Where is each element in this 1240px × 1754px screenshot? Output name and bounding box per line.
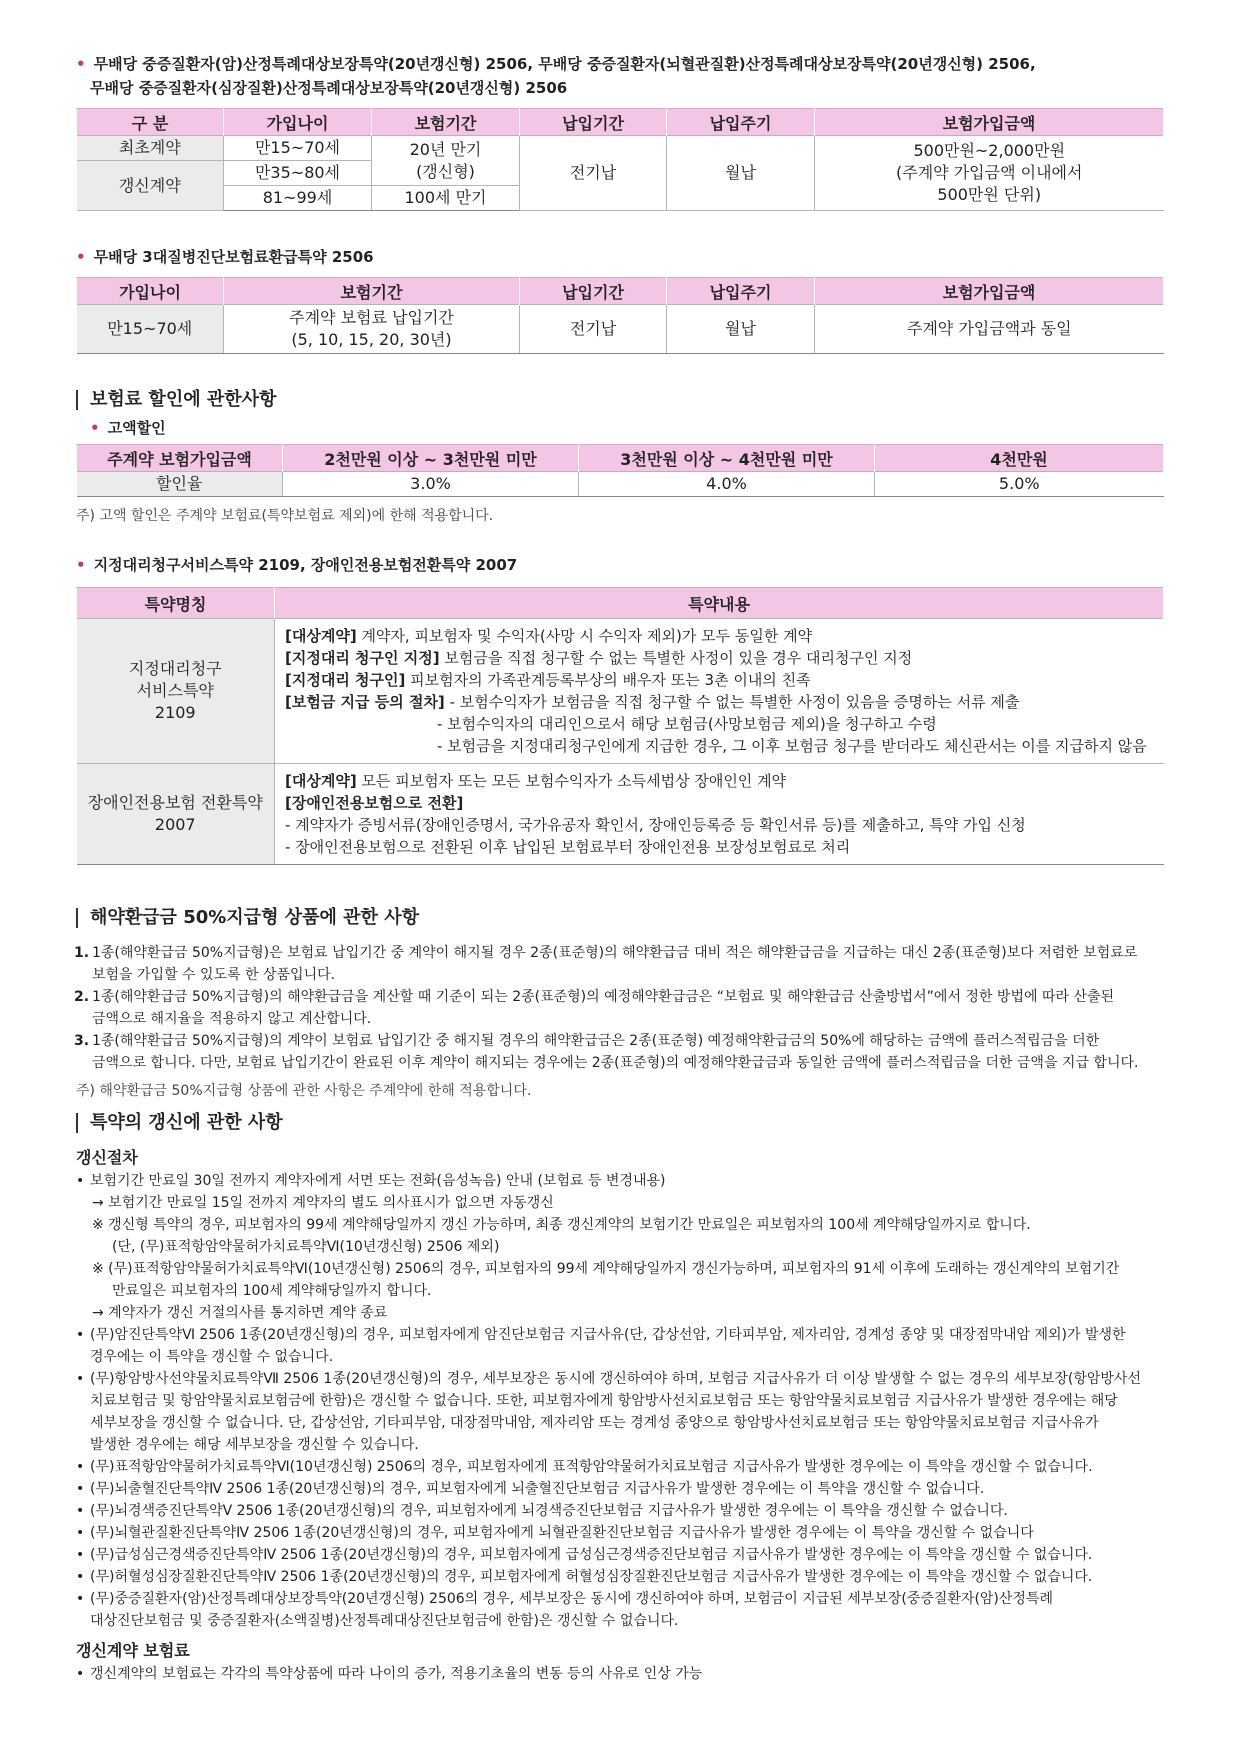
age-cell: 만15~70세 [224, 136, 372, 161]
table-header-row [77, 278, 1164, 305]
content-line: - 계약자가 증빙서류(장애인증명서, 국가유공자 확인서, 장애인등록증 등 확인서류 등)를 제출하고, 특약 가입 신청 [285, 816, 1026, 834]
list-line: 치료보험금 및 항암약물치료보험금에 한함)은 갱신할 수 없습니다. 또한, 피보험자에게 항암방사선치료보험금 또는 항암약물치료보험금 지급사유가 발생한 경우에는 해당 [90, 1393, 1118, 1409]
content-label: [지정대리 청구인] [285, 671, 406, 689]
pay-period-cell: 전기납 [520, 136, 667, 211]
refund-section-title: 해약환급금 50%지급형 상품에 관한 사항 [76, 908, 1164, 928]
pay-cycle-cell: 월납 [667, 136, 815, 211]
content-label: [장애인전용보험으로 전환] [285, 794, 464, 812]
list-line: • (무)중증질환자(암)산정특례대상보장특약(20년갱신형) 2506의 경우, 세부보장은 동시에 갱신하여야 하며, 보험금이 지급된 세부보장(중증질환자(암)산정특례 [90, 1591, 1053, 1607]
table-row [77, 764, 1164, 865]
col-header: 가입나이 [224, 109, 372, 136]
list-line: 대상진단보험금 및 중증질환자(소액질병)산정특례대상진단보험금에 한함)은 갱신할 수 없습니다. [90, 1613, 679, 1629]
table-row [77, 619, 1164, 764]
list-item: • 보험기간 만료일 30일 전까지 계약자에게 서면 또는 전화(음성녹음) 안내 (보험료 등 변경내용) [76, 1170, 1164, 1192]
section1 [76, 52, 1164, 211]
section3-title-text: 지정대리청구서비스특약 2109, 장애인전용보험전환특약 2007 [93, 556, 518, 574]
age-cell: 81~99세 [224, 186, 372, 211]
list-item: • (무)허혈성심장질환진단특약Ⅳ 2506 1종(20년갱신형)의 경우, 피보험자에게 허혈성심장질환진단보험금 지급사유가 발생한 경우에는 이 특약을 갱신할 수 없습니다. [76, 1566, 1164, 1588]
col-header: 납입주기 [667, 109, 815, 136]
discount-section-title: 보험료 할인에 관한사항 [76, 390, 1164, 410]
section3 [76, 553, 1164, 865]
list-subline: → 보험기간 만료일 15일 전까지 계약자의 별도 의사표시가 없으면 자동갱신 [92, 1195, 554, 1211]
list-subline: ※ 갱신형 특약의 경우, 피보험자의 99세 계약해당일까지 갱신 가능하며, 최종 갱신계약의 보험기간 만료일은 피보험자의 100세 계약해당일까지로 합니다. [92, 1217, 1031, 1233]
list-line: • (무)암진단특약Ⅵ 2506 1종(20년갱신형)의 경우, 피보험자에게 암진단보험금 지급사유(단, 갑상선암, 기타피부암, 제자리암, 경계성 종양 및 대장점막내암 제외)가 발생한 [90, 1327, 1126, 1343]
content-text: - 보험수익자가 보험금을 직접 청구할 수 없는 특별한 사정이 있음을 증명하는 서류 제출 [444, 693, 1020, 711]
rider-name-cell [77, 619, 275, 764]
table-row [77, 136, 1164, 161]
age-cell: 만35~80세 [224, 161, 372, 186]
section2-title-text: 무배당 3대질병진단보험료환급특약 2506 [93, 248, 374, 266]
table-header-row [77, 445, 1164, 472]
col-header: 구 분 [77, 109, 224, 136]
col-header: 특약명칭 [77, 588, 275, 619]
col-header: 3천만원 이상 ~ 4천만원 미만 [579, 445, 875, 472]
list-number: 1. [74, 945, 90, 961]
section2-title [76, 245, 1164, 269]
period-line: 20년 만기 [409, 139, 482, 159]
bullet-dot: • [76, 248, 86, 266]
col-header: 납입주기 [667, 278, 815, 305]
list-subline: ※ (무)표적항암약물허가치료특약Ⅵ(10년갱신형) 2506의 경우, 피보험자의 99세 계약해당일까지 갱신가능하며, 피보험자의 91세 이후에 도래하는 갱신계약의 보험기간 [92, 1261, 1120, 1277]
list-line: 1종(해약환급금 50%지급형)의 해약환급금을 계산할 때 기준이 되는 2종(표준형)의 예정해약환급금은 “보험료 및 해약환급금 산출방법서”에서 정한 방법에 따라 산출된 [92, 989, 1115, 1005]
discount-table [76, 444, 1164, 497]
content-label: [지정대리 청구인 지정] [285, 649, 440, 667]
list-item: • (무)급성심근경색증진단특약Ⅳ 2506 1종(20년갱신형)의 경우, 피보험자에게 급성심근경색증진단보험금 지급사유가 발생한 경우에는 이 특약을 갱신할 수 없습니다. [76, 1544, 1164, 1566]
row-label-initial: 최초계약 [77, 136, 224, 161]
refund-note: 주) 해약환급금 50%지급형 상품에 관한 사항은 주계약에 한해 적용합니다. [76, 1083, 532, 1099]
list-line: 세부보장을 갱신할 수 없습니다. 단, 갑상선암, 기타피부암, 대장점막내암, 제자리암 또는 경계성 종양으로 항암방사선치료보험금 또는 항암약물치료보험금 지급사유가 [90, 1415, 1099, 1431]
content-line [285, 691, 1154, 713]
col-header: 보험기간 [372, 109, 520, 136]
col-header: 특약내용 [275, 588, 1164, 619]
section2 [76, 245, 1164, 354]
renewal-section-title: 특약의 갱신에 관한 사항 [76, 1113, 1164, 1133]
renewal-procedure-title: 갱신절차 [76, 1148, 138, 1167]
renewal-premium-text: • 갱신계약의 보험료는 각각의 특약상품에 따라 나이의 증가, 적용기초율의 변동 등의 사유로 인상 가능 [76, 1663, 1164, 1685]
list-line: 발생한 경우에는 해당 세부보장을 갱신할 수 있습니다. [90, 1437, 419, 1453]
period-cell [372, 136, 520, 186]
table-row [77, 472, 1164, 497]
content-line [285, 647, 1154, 669]
discount-subtitle-text: 고액할인 [107, 419, 166, 437]
table-header-row [77, 109, 1164, 136]
content-text: 보험금을 직접 청구할 수 없는 특별한 사정이 있을 경우 대리청구인 지정 [439, 649, 913, 667]
list-line: 1종(해약환급금 50%지급형)은 보험료 납입기간 중 계약이 해지될 경우 2종(표준형)의 해약환급금 대비 적은 해약환급금을 지급하는 대신 2종(표준형)보다 저렴한 보험료로 [92, 945, 1138, 961]
discount-note: 주) 고액 할인은 주계약 보험료(특약보험료 제외)에 한해 적용합니다. [76, 508, 494, 524]
rider-content-cell [275, 619, 1164, 764]
list-item: • (무)뇌혈관질환진단특약Ⅳ 2506 1종(20년갱신형)의 경우, 피보험자에게 뇌혈관질환진단보험금 지급사유가 발생한 경우에는 이 특약을 갱신할 수 없습니다 [76, 1522, 1164, 1544]
period-cell: 100세 만기 [372, 186, 520, 211]
refund-section [76, 908, 1164, 1100]
pay-period-cell: 전기납 [520, 305, 667, 354]
col-header: 보험기간 [224, 278, 520, 305]
rider-name-line: 서비스특약 [136, 681, 214, 700]
rate-cell: 4.0% [579, 472, 875, 497]
section3-title [76, 553, 1164, 577]
list-number: 2. [74, 989, 90, 1005]
bullet-dot: • [76, 55, 86, 73]
col-header: 2천만원 이상 ~ 3천만원 미만 [283, 445, 579, 472]
amount-cell [815, 136, 1164, 211]
list-line: 금액으로 해지율을 적용하지 않고 계산합니다. [92, 1011, 372, 1027]
list-item [76, 1324, 1164, 1368]
list-item: • (무)뇌출혈진단특약Ⅳ 2506 1종(20년갱신형)의 경우, 피보험자에게 뇌출혈진단보험금 지급사유가 발생한 경우에는 이 특약을 갱신할 수 없습니다. [76, 1478, 1164, 1500]
section1-title-line2: 무배당 중증질환자(심장질환)산정특례대상보장특약(20년갱신형) 2506 [90, 79, 568, 97]
period-line: 주계약 보험료 납입기간 [289, 308, 454, 327]
content-label: [보험금 지급 등의 절차] [285, 693, 445, 711]
section3-table [76, 587, 1164, 865]
col-header: 납입기간 [520, 109, 667, 136]
content-line [285, 669, 1154, 691]
list-item [76, 942, 1164, 986]
col-header: 납입기간 [520, 278, 667, 305]
table-row [77, 305, 1164, 354]
content-line [285, 792, 1154, 814]
col-header: 4천만원 [875, 445, 1164, 472]
rate-row-label: 할인율 [77, 472, 283, 497]
list-item: • (무)뇌경색증진단특약Ⅴ 2506 1종(20년갱신형)의 경우, 피보험자에게 뇌경색증진단보험금 지급사유가 발생한 경우에는 이 특약을 갱신할 수 없습니다. [76, 1500, 1164, 1522]
discount-section [76, 390, 1164, 525]
section1-title [76, 52, 1164, 76]
rider-content-cell [275, 764, 1164, 865]
amount-line: (주계약 가입금액 이내에서 [896, 163, 1083, 182]
list-line: 1종(해약환급금 50%지급형)의 계약이 보험료 납입기간 중 해지될 경우의 해약환급금은 2종(표준형) 예정해약환급금의 50%에 해당하는 금액에 플러스적립금을 더한 [92, 1033, 1100, 1049]
section1-table [76, 108, 1164, 211]
section1-title-line1: 무배당 중증질환자(암)산정특례대상보장특약(20년갱신형) 2506, 무배당 중증질환자(뇌혈관질환)산정특례대상보장특약(20년갱신형) 2506, [93, 55, 1036, 73]
list-item [76, 1030, 1164, 1074]
age-cell: 만15~70세 [77, 305, 224, 354]
amount-line: 500만원~2,000만원 [913, 141, 1066, 160]
content-label: [대상계약] [285, 627, 357, 645]
list-item: • (무)표적항암약물허가치료특약Ⅵ(10년갱신형) 2506의 경우, 피보험자에게 표적항암약물허가치료보험금 지급사유가 발생한 경우에는 이 특약을 갱신할 수 없습니다. [76, 1456, 1164, 1478]
section2-table [76, 277, 1164, 354]
discount-subtitle [76, 416, 1164, 440]
rider-name-line: 2007 [154, 815, 196, 834]
col-header: 가입나이 [77, 278, 224, 305]
list-item [76, 986, 1164, 1030]
col-header: 보험가입금액 [815, 278, 1164, 305]
amount-line: 500만원 단위) [937, 185, 1042, 204]
list-item [76, 1588, 1164, 1632]
col-header: 주계약 보험가입금액 [77, 445, 283, 472]
list-item [76, 1368, 1164, 1456]
list-line: 금액으로 합니다. 다만, 보험료 납입기간이 완료된 이후 계약이 해지되는 경우에는 2종(표준형)의 예정해약환급금과 동일한 금액에 플러스적립금을 더한 금액을 지급 합니다. [92, 1055, 1139, 1071]
content-text: 계약자, 피보험자 및 수익자(사망 시 수익자 제외)가 모두 동일한 계약 [356, 627, 813, 645]
renewal-premium-title: 갱신계약 보험료 [76, 1641, 190, 1660]
list-line: • (무)항암방사선약물치료특약Ⅶ 2506 1종(20년갱신형)의 경우, 세부보장은 동시에 갱신하여야 하며, 보험금 지급사유가 더 이상 발생할 수 없는 경우의 세부보장(항암방사선 [90, 1371, 1141, 1387]
content-line: - 장애인전용보험으로 전환된 이후 납입된 보험료부터 장애인전용 보장성보험료로 처리 [285, 838, 851, 856]
renewal-procedure-list [76, 1170, 1164, 1632]
bullet-dot: • [90, 419, 100, 437]
rider-name-line: 장애인전용보험 전환특약 [87, 793, 263, 812]
rider-name-line: 2109 [154, 703, 196, 722]
content-line: - 보험금을 지정대리청구인에게 지급한 경우, 그 이후 보험금 청구를 받더라도 체신관서는 이를 지급하지 않음 [437, 737, 1147, 755]
content-line [285, 625, 1154, 647]
list-line: 경우에는 이 특약을 갱신할 수 없습니다. [90, 1349, 334, 1365]
list-line: 보험을 가입할 수 있도록 한 상품입니다. [92, 967, 336, 983]
content-text: 피보험자의 가족관계등록부상의 배우자 또는 3촌 이내의 친족 [405, 671, 811, 689]
list-subline: (단, (무)표적항암약물허가치료특약Ⅵ(10년갱신형) 2506 제외) [112, 1239, 500, 1255]
list-subline: → 계약자가 갱신 거절의사를 통지하면 계약 종료 [92, 1305, 388, 1321]
rider-name-cell [77, 764, 275, 865]
renewal-section [76, 1113, 1164, 1685]
bullet-dot: • [76, 556, 86, 574]
content-label: [대상계약] [285, 772, 357, 790]
list-number: 3. [74, 1033, 90, 1049]
period-cell [224, 305, 520, 354]
row-label-renewal: 갱신계약 [77, 161, 224, 211]
content-text: 모든 피보험자 또는 모든 보험수익자가 소득세법상 장애인인 계약 [356, 772, 787, 790]
period-line: (갱신형) [416, 161, 475, 181]
refund-list [76, 942, 1164, 1074]
table-header-row [77, 588, 1164, 619]
content-line [285, 770, 1154, 792]
rate-cell: 5.0% [875, 472, 1164, 497]
amount-cell: 주계약 가입금액과 동일 [815, 305, 1164, 354]
rate-cell: 3.0% [283, 472, 579, 497]
list-subline: 만료일은 피보험자의 100세 계약해당일까지 합니다. [112, 1283, 432, 1299]
period-line: (5, 10, 15, 20, 30년) [291, 330, 452, 349]
content-line: - 보험수익자의 대리인으로서 해당 보험금(사망보험금 제외)을 청구하고 수령 [437, 715, 937, 733]
rider-name-line: 지정대리청구 [128, 659, 222, 678]
col-header: 보험가입금액 [815, 109, 1164, 136]
pay-cycle-cell: 월납 [667, 305, 815, 354]
